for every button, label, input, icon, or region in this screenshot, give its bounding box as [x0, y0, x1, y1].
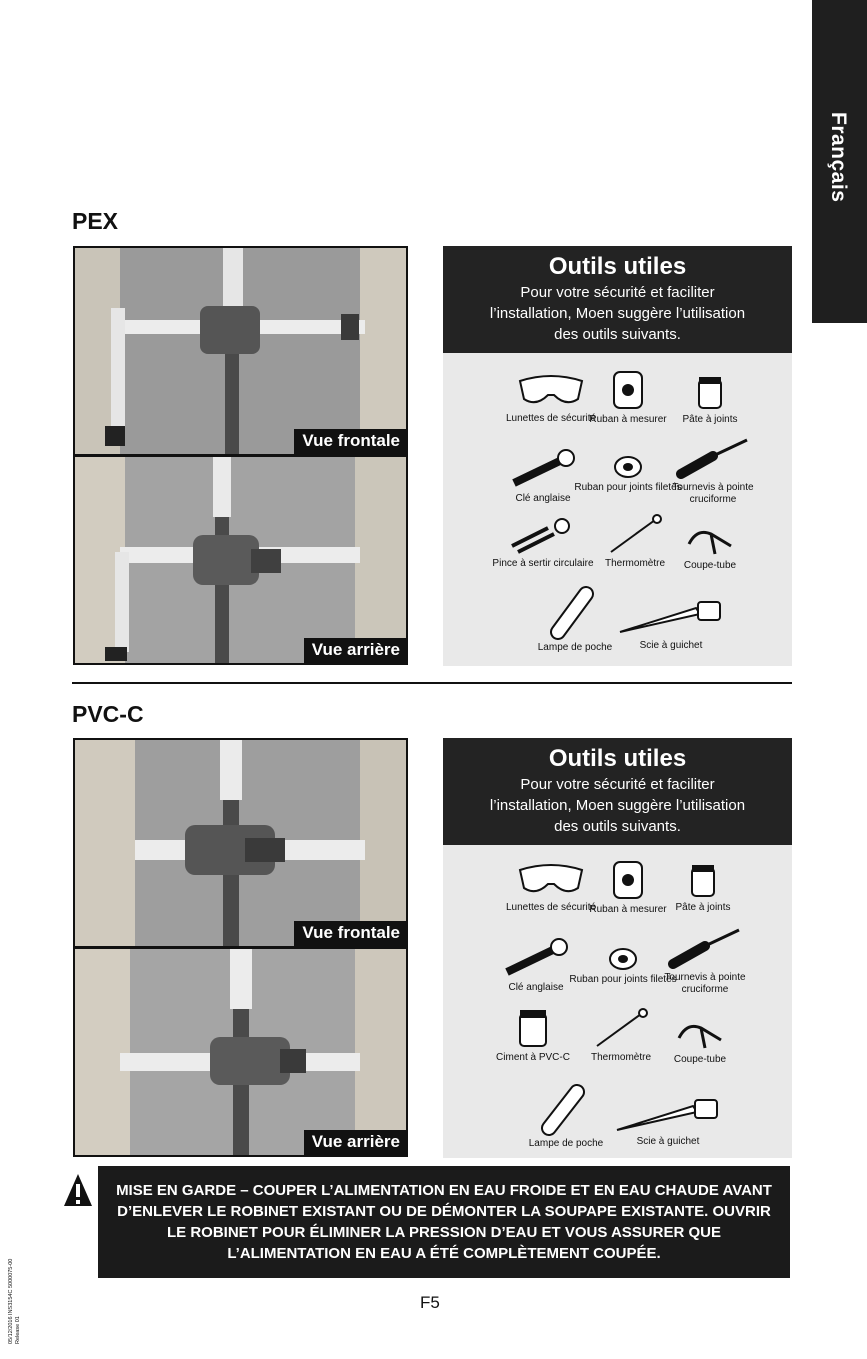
photo-pex-front: [73, 246, 408, 456]
tools-panel-pex: [443, 246, 792, 666]
tool-label: Coupe-tube: [673, 1054, 727, 1065]
tool-pipe-dope: [650, 374, 770, 426]
tool-label: Clé anglaise: [508, 982, 564, 993]
photo-pex-back: [73, 455, 408, 665]
tool-keyhole-saw: [611, 598, 731, 652]
tool-label: Lunettes de sécurité: [505, 902, 597, 913]
tool-pipe-dope: [643, 862, 763, 914]
language-tab-label: Français: [827, 112, 850, 203]
screwdriver-icon: [673, 438, 753, 480]
side-code-line: 05/12/2016 INS3154C 5000075-00: [8, 1258, 14, 1344]
tool-screwdriver: [653, 438, 773, 506]
screwdriver-icon: [665, 928, 745, 970]
thread-tape-icon: [607, 946, 639, 972]
tape-measure-icon: [610, 858, 646, 902]
tools-intro-line: l’installation, Moen suggère l’utilisation: [489, 305, 746, 322]
tool-label: Ruban pour joints filetés: [569, 974, 677, 985]
flashlight-icon: [541, 1084, 591, 1136]
caption-pvcc-front: Vue frontale: [294, 921, 406, 946]
tool-label: Scie à guichet: [639, 640, 703, 651]
tool-label: Scie à guichet: [636, 1136, 700, 1147]
crimp-tool-icon: [508, 516, 578, 556]
cement-can-icon: [516, 1006, 550, 1050]
tube-cutter-icon: [685, 524, 735, 558]
tool-tube-cutter: [640, 1018, 760, 1066]
photo-pvcc-back: [73, 947, 408, 1157]
tool-label: Lunettes de sécurité: [505, 413, 597, 424]
tool-label: Lampe de poche: [528, 1138, 604, 1149]
section-divider: [72, 682, 792, 684]
section-title-pvcc: PVC-C: [72, 701, 144, 727]
pipe-dope-icon: [688, 862, 718, 900]
tools-intro-line: des outils suivants.: [554, 326, 681, 343]
tool-label: Tournevis à pointe cruciforme: [664, 972, 746, 995]
tools-intro-line: des outils suivants.: [554, 818, 681, 835]
keyhole-saw-icon: [613, 1098, 723, 1134]
side-code: [4, 1246, 24, 1346]
tool-label: Pâte à joints: [675, 902, 731, 913]
caption-pex-front: Vue frontale: [294, 429, 406, 454]
tool-label: Pâte à joints: [682, 414, 738, 425]
tool-label: Thermomètre: [604, 558, 665, 569]
tool-tube-cutter: [650, 524, 770, 572]
tool-label: Ruban pour joints filetés: [574, 482, 682, 493]
tools-intro-line: l’installation, Moen suggère l’utilisation: [489, 797, 746, 814]
caption-pvcc-back: Vue arrière: [304, 1130, 406, 1155]
warning-banner: [98, 1166, 790, 1278]
tool-screwdriver: [645, 928, 765, 996]
tool-label: Coupe-tube: [683, 560, 737, 571]
tool-label: Tournevis à pointe cruciforme: [672, 482, 754, 505]
wrench-icon: [501, 938, 571, 980]
tape-measure-icon: [610, 368, 646, 412]
tools-header: [443, 738, 792, 845]
page-number: F5: [420, 1293, 440, 1312]
caption-pex-back: Vue arrière: [304, 638, 406, 663]
tool-label: Thermomètre: [590, 1052, 651, 1063]
tool-label: Lampe de poche: [537, 642, 613, 653]
thread-tape-icon: [612, 454, 644, 480]
tools-intro-line: Pour votre sécurité et faciliter: [520, 776, 715, 793]
pipe-dope-icon: [695, 374, 725, 412]
tool-label: Clé anglaise: [515, 493, 571, 504]
section-title-pex: PEX: [72, 208, 119, 234]
flashlight-icon: [550, 586, 600, 640]
photo-pvcc-front: [73, 738, 408, 948]
tool-label: Ruban à mesurer: [589, 904, 667, 915]
tool-label: Pince à sertir circulaire: [492, 558, 594, 569]
tools-heading: Outils utiles: [548, 745, 687, 772]
tools-intro-line: Pour votre sécurité et faciliter: [520, 284, 715, 301]
tools-header: [443, 246, 792, 353]
tool-label: Ruban à mesurer: [589, 414, 667, 425]
tool-keyhole-saw: [608, 1098, 728, 1148]
tube-cutter-icon: [675, 1018, 725, 1052]
keyhole-saw-icon: [616, 598, 726, 638]
tools-panel-pvcc: [443, 738, 792, 1158]
warning-text: MISE EN GARDE – COUPER L’ALIMENTATION EN EAU FROIDE ET EN EAU CHAUDE AVANT D’ENLEVER LE ROBINET EXISTANT OU DE DÉMONTER LA SOUPAPE EXISTANTE. OUVRIR LE ROBINET POUR ÉLIMINER LA PRESSION D’EAU ET VOUS ASSURER QUE L’ALIMENTATION EN EAU A ÉTÉ COMPLÈTEMENT COUPÉE.: [116, 1182, 772, 1262]
warning-icon: [63, 1173, 93, 1207]
language-tab: [812, 0, 867, 323]
side-code-line: Release 01: [15, 1316, 21, 1344]
tool-label: Ciment à PVC-C: [496, 1052, 570, 1063]
tools-heading: Outils utiles: [548, 253, 687, 280]
